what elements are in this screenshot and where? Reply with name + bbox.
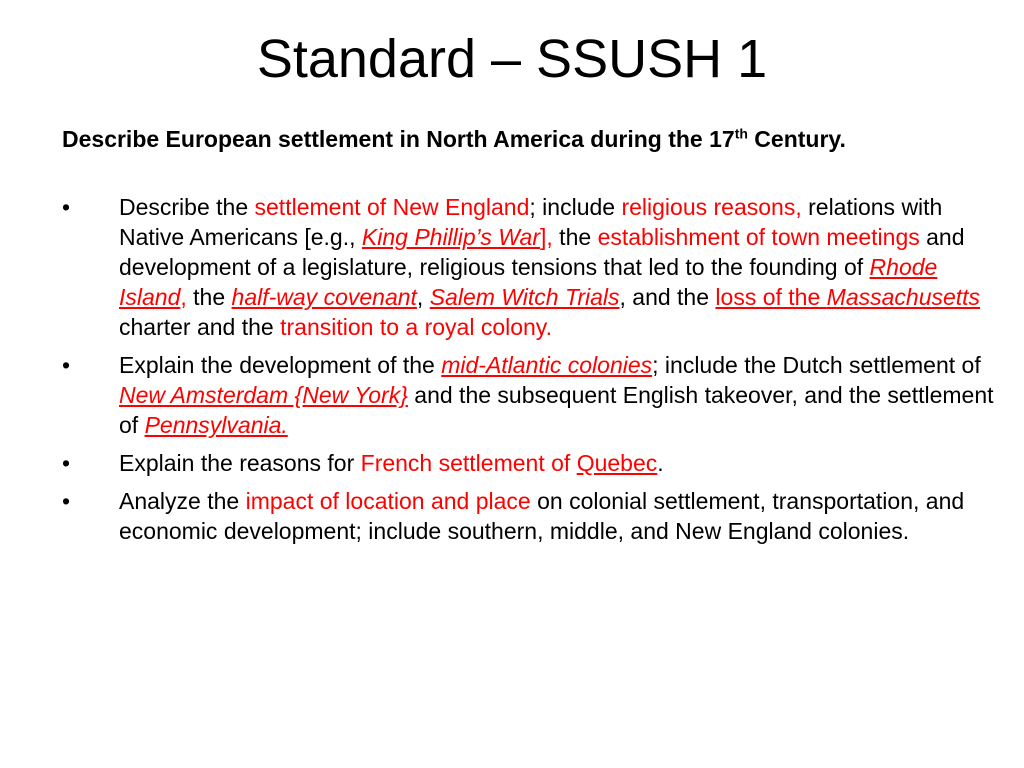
highlighted-phrase: Pennsylvania. bbox=[144, 412, 288, 438]
highlighted-phrase: establishment of town meetings bbox=[597, 224, 920, 250]
highlighted-phrase: settlement of New England bbox=[254, 194, 530, 220]
bullet-text: Explain the development of the bbox=[119, 352, 442, 378]
bullet-text: . bbox=[657, 450, 664, 476]
bullet-text: charter and the bbox=[119, 314, 281, 340]
highlighted-phrase: King Phillip’s War bbox=[361, 224, 541, 250]
heading-tail-text: Century. bbox=[747, 126, 846, 152]
bullet-item bbox=[62, 350, 1002, 440]
standard-bullet-list bbox=[62, 192, 1002, 546]
bullet-item bbox=[62, 486, 1002, 546]
bullet-text: Explain the reasons for bbox=[119, 450, 361, 476]
highlighted-phrase: religious reasons, bbox=[621, 194, 802, 220]
highlighted-phrase: French settlement of bbox=[360, 450, 577, 476]
bullet-text: Describe the bbox=[119, 194, 255, 220]
bullet-text: the bbox=[186, 284, 232, 310]
bullet-text: ; include bbox=[529, 194, 622, 220]
bullet-dot-icon: • bbox=[62, 450, 71, 476]
slide-content bbox=[62, 124, 1002, 554]
bullet-item bbox=[62, 192, 1002, 342]
highlighted-phrase: Rhode Island bbox=[119, 254, 938, 310]
bullet-text: and the subsequent English takeover, and the settlement of bbox=[119, 382, 994, 438]
slide-title: Standard – SSUSH 1 bbox=[256, 29, 768, 89]
highlighted-phrase: Quebec bbox=[576, 450, 658, 476]
highlighted-phrase: impact of location and place bbox=[245, 488, 531, 514]
bullet-text: ; include the Dutch settlement of bbox=[652, 352, 981, 378]
bullet-text: the bbox=[552, 224, 598, 250]
highlighted-phrase: Massachusetts bbox=[826, 284, 981, 310]
bullet-text: Analyze the bbox=[119, 488, 246, 514]
bullet-text: , and the bbox=[619, 284, 716, 310]
highlighted-phrase: transition to a royal colony. bbox=[280, 314, 552, 340]
highlighted-phrase: ], bbox=[540, 224, 553, 250]
highlighted-phrase: Salem Witch Trials bbox=[429, 284, 620, 310]
highlighted-phrase: , bbox=[180, 284, 187, 310]
bullet-item bbox=[62, 448, 1002, 478]
heading-superscript: th bbox=[734, 125, 748, 142]
highlighted-phrase: mid-Atlantic colonies bbox=[441, 352, 653, 378]
bullet-dot-icon: • bbox=[62, 352, 71, 378]
highlighted-phrase: loss of the bbox=[715, 284, 827, 310]
highlighted-phrase: New Amsterdam {New York} bbox=[119, 382, 408, 408]
heading-main-text: Describe European settlement in North America during the 17 bbox=[62, 126, 735, 152]
bullet-text: relations with Native Americans [e.g., bbox=[119, 194, 943, 250]
standard-heading bbox=[62, 124, 1002, 154]
highlighted-phrase: half-way covenant bbox=[231, 284, 417, 310]
bullet-text: , bbox=[416, 284, 430, 310]
bullet-text: and development of a legislature, religious tensions that led to the founding of bbox=[119, 224, 965, 280]
bullet-text: on colonial settlement, transportation, and economic development; include southern, middle, and New England colonies. bbox=[119, 488, 965, 544]
bullet-dot-icon: • bbox=[62, 194, 71, 220]
bullet-dot-icon: • bbox=[62, 488, 71, 514]
